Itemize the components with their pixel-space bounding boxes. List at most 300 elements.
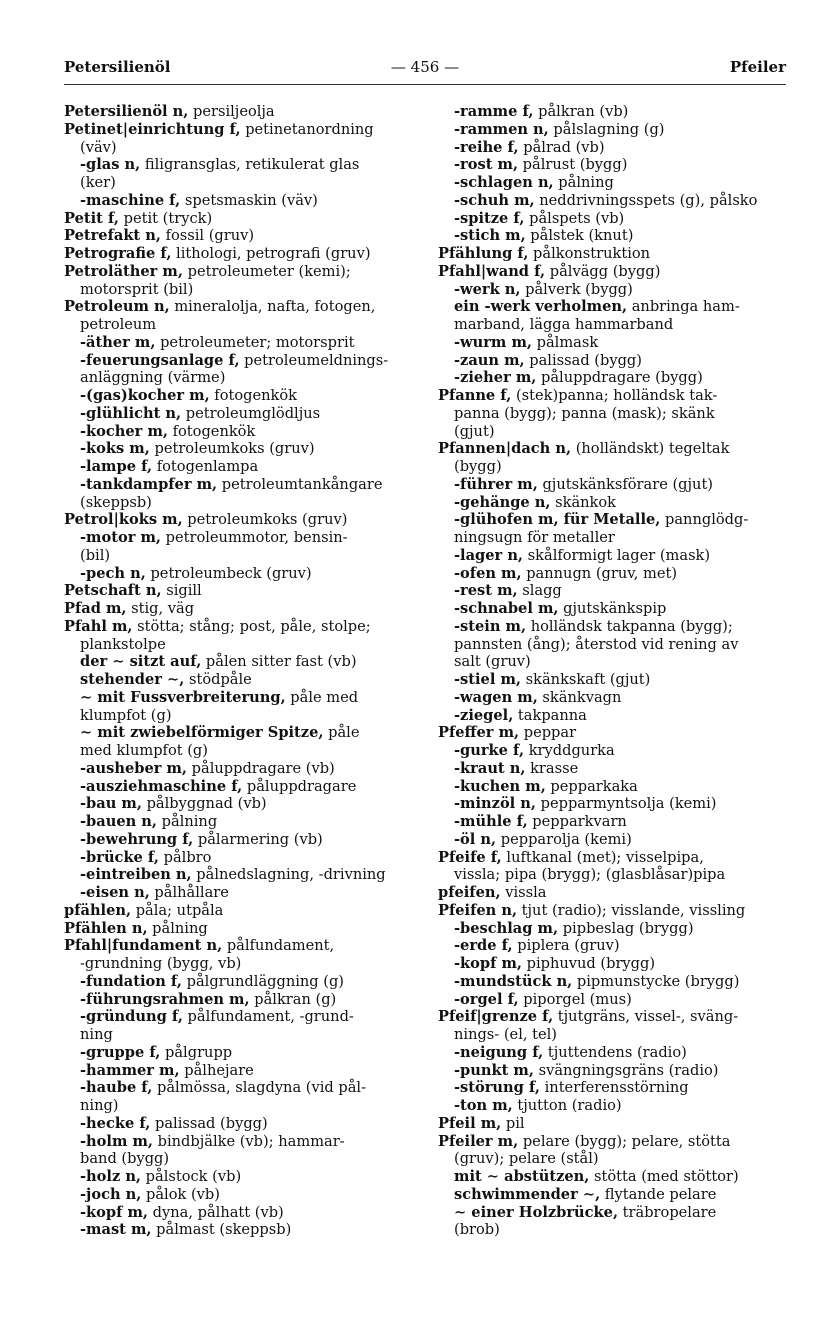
entry-term: -reihe f, [454,138,519,156]
entry-line [438,547,788,565]
entry-term: -öl n, [454,830,497,848]
entry-translation: pannglödg- [660,511,749,529]
entry-translation: (gjut) [454,422,495,440]
entry-line [64,884,414,902]
entry-line [438,849,788,867]
entry-continuation-line [64,1150,414,1168]
dictionary-entry [438,192,788,210]
entry-translation: pålrust (bygg) [518,156,628,174]
entry-continuation-line [438,1221,788,1239]
entry-line [438,245,788,263]
entry-term: -wurm m, [454,333,532,351]
entry-term: Pfahl|fundament n, [64,937,223,955]
entry-translation: kryddgurka [524,742,615,759]
entry-line [438,937,788,955]
entry-term: -ausziehmaschine f, [80,777,243,795]
dictionary-entry [64,476,414,512]
entry-translation: pålfundament, [222,937,335,955]
entry-line [64,1079,414,1097]
entry-term: -schuh m, [454,191,535,209]
dictionary-entry [64,245,414,263]
entry-translation: pålkran (g) [249,990,337,1008]
entry-translation: (skeppsb) [80,493,152,511]
dictionary-entry [64,121,414,157]
entry-line [438,156,788,174]
entry-line [64,671,414,689]
entry-line [64,192,414,210]
entry-continuation-line [64,139,414,157]
entry-term: -punkt m, [454,1061,534,1079]
entry-translation: skänkok [550,493,617,511]
dictionary-entry [64,565,414,583]
entry-term: Pfeiler m, [438,1132,519,1150]
dictionary-entry [438,1097,788,1115]
entry-continuation-line [64,742,414,760]
entry-term: Petschaft n, [64,582,162,600]
entry-translation: fotogenkök [167,422,256,440]
entry-term: -ramme f, [454,103,534,120]
entry-translation: holländsk takpanna (bygg); [526,617,733,635]
entry-continuation-line [64,281,414,299]
entry-line [438,778,788,796]
entry-line [438,760,788,778]
dictionary-entry [64,1044,414,1062]
entry-translation: panna (bygg); panna (mask); skänk [454,404,715,422]
entry-continuation-line [64,1097,414,1115]
entry-term: -zaun m, [454,351,525,369]
entry-term: Pfahl|wand f, [438,262,546,280]
entry-translation: ningsugn för metaller [454,529,615,546]
entry-translation: neddrivningsspets (g), pålsko [534,191,758,209]
entry-line [64,298,414,316]
entry-term: -kopf m, [80,1203,148,1221]
entry-term: -pech n, [80,564,146,582]
entry-continuation-line [438,316,788,334]
entry-translation: klumpfot (g) [80,706,172,724]
entry-translation: (gruv); pelare (stål) [454,1150,599,1168]
dictionary-entry [64,760,414,778]
entry-line [64,1221,414,1239]
entry-line [438,298,788,316]
entry-line [438,1186,788,1204]
entry-continuation-line [64,955,414,973]
running-header [64,58,786,80]
entry-term: -tankdampfer m, [80,475,218,493]
entry-line [64,778,414,796]
entry-line [64,618,414,636]
entry-line [438,352,788,370]
entry-term: -minzöl n, [454,795,536,813]
entry-line [64,724,414,742]
entry-line [438,920,788,938]
entry-translation: (bygg) [454,458,502,475]
entry-line [64,1115,414,1133]
entry-line [438,227,788,245]
entry-line [64,423,414,441]
entry-translation: (stek)panna; holländsk tak- [511,387,718,404]
entry-translation: palissad (bygg) [524,351,642,369]
dictionary-entry [64,263,414,299]
entry-translation: påluppdragare (bygg) [536,369,703,387]
entry-term: -rost m, [454,156,519,174]
entry-term: der ∼ sitzt auf, [80,653,202,671]
entry-line [64,582,414,600]
entry-translation: fotogenlampa [152,458,259,475]
entry-translation: pålning [147,919,208,937]
entry-line [438,1204,788,1222]
entry-translation: petit (tryck) [119,209,213,227]
entry-line [438,689,788,707]
entry-translation: palissad (bygg) [150,1114,268,1132]
dictionary-entry [64,724,414,760]
entry-translation: nings- (el, tel) [454,1026,558,1043]
entry-line [64,1204,414,1222]
dictionary-entry [438,1008,788,1044]
entry-term: Pfeif|grenze f, [438,1008,554,1026]
entry-translation: pålen sitter fast (vb) [201,653,357,671]
entry-term: -beschlag m, [454,919,559,937]
entry-continuation-line [64,707,414,725]
dictionary-entry [438,494,788,512]
entry-term: -führer m, [454,475,538,493]
entry-translation: sigill [161,582,202,600]
entry-translation: pannsten (ång); återstod vid rening av [454,635,739,653]
entry-term: -ziegel, [454,706,514,724]
entry-translation: stötta (med stöttor) [589,1168,739,1185]
dictionary-entry [64,671,414,689]
dictionary-entry [438,227,788,245]
entry-term: Petit f, [64,209,120,227]
entry-line [64,334,414,352]
entry-continuation-line [438,636,788,654]
entry-term: schwimmender ∼, [454,1185,601,1203]
entry-term: -stiel m, [454,671,521,688]
entry-translation: slagg [517,582,562,600]
header-last-headword: Pfeiler [729,58,786,76]
entry-term: Pfannen|dach n, [438,440,572,458]
entry-line [64,795,414,813]
dictionary-entry [64,405,414,423]
entry-translation: pålmast (skeppsb) [151,1221,292,1239]
dictionary-entry [438,582,788,600]
entry-line [438,121,788,139]
entry-line [438,1097,788,1115]
entry-translation: pålfundament, -grund- [182,1008,354,1026]
entry-line [438,139,788,157]
entry-term: -brücke f, [80,848,159,866]
entry-line [438,565,788,583]
entry-translation: luftkanal (met); visselpipa, [501,848,704,866]
entry-line [64,1008,414,1026]
dictionary-entry [438,1186,788,1204]
entry-continuation-line [438,405,788,423]
entry-term: -motor m, [80,529,161,546]
dictionary-entry [438,813,788,831]
entry-term: -stich m, [454,227,526,245]
entry-translation: stödpåle [184,671,252,688]
entry-line [438,973,788,991]
entry-line [64,529,414,547]
entry-translation: pålbro [158,848,212,866]
entry-translation: fotogenkök [209,387,297,404]
dictionary-entry [438,1133,788,1169]
entry-translation: filigransglas, retikulerat glas [140,156,360,174]
entry-translation: pålmask [531,333,599,351]
entry-line [438,263,788,281]
entry-term: Pfählen n, [64,919,148,937]
entry-translation: flytande pelare [600,1185,717,1203]
entry-translation: vissla [500,884,547,901]
entry-continuation-line [64,316,414,334]
dictionary-entry [438,174,788,192]
entry-term: ∼ einer Holzbrücke, [454,1203,619,1221]
entry-line [438,600,788,618]
entry-translation: pålok (vb) [141,1185,220,1203]
entry-term: Pfeife f, [438,848,502,866]
entry-translation: påle [323,724,360,742]
dictionary-entry [438,547,788,565]
entry-continuation-line [438,653,788,671]
entry-term: -eisen n, [80,884,150,901]
entry-term: -feuerungsanlage f, [80,351,240,369]
entry-continuation-line [438,1150,788,1168]
entry-line [438,742,788,760]
entry-term: Pfeil m, [438,1114,502,1132]
entry-term: -ausheber m, [80,759,188,777]
dictionary-entry [64,653,414,671]
entry-line [438,174,788,192]
entry-translation: tjut (radio); visslande, vissling [517,901,746,919]
entry-translation: tjutton (radio) [512,1097,622,1114]
dictionary-entry [64,334,414,352]
entry-line [64,458,414,476]
entry-translation: pannugn (gruv, met) [521,564,678,582]
entry-translation: (ker) [80,174,116,191]
dictionary-entry [64,991,414,1009]
entry-term: -wagen m, [454,688,538,706]
entry-term: Pfad m, [64,600,127,617]
entry-continuation-line [438,458,788,476]
entry-line [64,263,414,281]
dictionary-entry [438,707,788,725]
dictionary-entry [438,156,788,174]
entry-term: pfählen, [64,901,132,919]
entry-term: Pfeffer m, [438,724,520,742]
entry-line [64,1186,414,1204]
entry-term: -fundation f, [80,972,182,990]
dictionary-entry [64,1168,414,1186]
entry-line [438,671,788,689]
entry-term: -rest m, [454,582,518,600]
dictionary-entry [438,920,788,938]
entry-line [438,884,788,902]
header-rule [64,84,786,85]
entry-term: -glühlicht n, [80,404,182,422]
dictionary-entry [64,831,414,849]
entry-term: -glas n, [80,156,141,174]
entry-term: -äther m, [80,333,156,351]
entry-translation: pålhållare [149,884,229,901]
entry-line [438,724,788,742]
entry-translation: spetsmaskin (väv) [180,191,318,209]
entry-translation: pepparkaka [545,777,638,795]
entry-line [64,866,414,884]
entry-term: -mühle f, [454,813,528,830]
entry-line [438,991,788,1009]
dictionary-entry [438,298,788,334]
entry-translation: gjutskänksförare (gjut) [537,475,713,493]
entry-term: Petrefakt n, [64,227,161,245]
entry-translation: pil [501,1114,525,1132]
entry-continuation-line [438,529,788,547]
entry-term: -werk n, [454,280,521,298]
dictionary-entry [438,334,788,352]
entry-term: -hammer m, [80,1061,180,1079]
entry-line [438,831,788,849]
entry-translation: anläggning (värme) [80,369,226,387]
entry-term: -lager n, [454,546,524,564]
entry-term: -gruppe f, [80,1043,161,1061]
page-number: — 456 — [390,58,460,76]
entry-term: -ofen m, [454,564,522,582]
dictionary-entry [64,849,414,867]
entry-translation: pålslagning (g) [548,120,665,138]
entry-translation: peppar [519,724,577,742]
dictionary-entry [438,103,788,121]
entry-line [64,245,414,263]
entry-term: Petroläther m, [64,262,183,280]
entry-translation: träbropelare [618,1203,717,1221]
dictionary-entry [438,1079,788,1097]
entry-translation: pålgrundläggning (g) [181,972,345,990]
entry-translation: skänkskaft (gjut) [521,671,651,688]
entry-translation: petroleumkoks (gruv) [182,511,348,529]
dictionary-entry [64,813,414,831]
dictionary-entry [438,760,788,778]
entry-translation: petroleumeter; motorsprit [155,333,355,351]
entry-term: -kuchen m, [454,777,546,795]
dictionary-entry [438,1168,788,1186]
entry-continuation-line [438,1026,788,1044]
dictionary-entry [438,831,788,849]
entry-translation: pipbeslag (brygg) [558,919,694,937]
entry-line [64,937,414,955]
dictionary-entry [64,920,414,938]
entry-translation: pålkran (vb) [533,103,629,120]
dictionary-entry [64,440,414,458]
dictionary-entry [64,866,414,884]
entry-line [64,760,414,778]
entry-term: -gründung f, [80,1008,183,1026]
dictionary-entry [64,511,414,529]
entry-term: -führungsrahmen m, [80,990,250,1008]
entry-term: -bewehrung f, [80,830,194,848]
entry-line [64,902,414,920]
dictionary-entry [64,689,414,725]
dictionary-entry [64,1204,414,1222]
entry-line [64,991,414,1009]
entry-translation: pålarmering (vb) [193,830,323,848]
entry-term: -schnabel m, [454,600,559,617]
entry-term: Pfeifen n, [438,901,518,919]
dictionary-entry [64,423,414,441]
entry-translation: pålverk (bygg) [520,280,633,298]
entry-term: -joch n, [80,1185,142,1203]
dictionary-entry [64,1062,414,1080]
entry-term: -erde f, [454,937,513,955]
entry-translation: stötta; stång; post, påle, stolpe; [132,617,371,635]
dictionary-entry [438,937,788,955]
entry-translation: pålkonstruktion [528,245,651,262]
dictionary-entry [438,724,788,742]
entry-translation: skänkvagn [537,688,622,706]
dictionary-entry [438,849,788,885]
entry-translation: påla; utpåla [131,901,224,919]
dictionary-entry [64,103,414,121]
entry-line [64,156,414,174]
entry-translation: skålformigt lager (mask) [523,546,711,564]
dictionary-entry [64,387,414,405]
entry-term: -kocher m, [80,422,168,440]
entry-line [64,653,414,671]
entry-term: Petrol|koks m, [64,511,183,529]
entry-translation: pålning [157,813,218,830]
entry-line [438,1133,788,1151]
entry-line [438,511,788,529]
entry-translation: salt (gruv) [454,653,531,671]
dictionary-entry [438,778,788,796]
entry-term: -gehänge n, [454,493,551,511]
entry-line [438,281,788,299]
entry-translation: pålbyggnad (vb) [141,795,267,813]
dictionary-entry [438,955,788,973]
entry-translation: petinetanordning [240,120,374,138]
entry-term: ∼ mit Fussverbreiterung, [80,688,286,706]
entry-translation: fossil (gruv) [160,227,255,245]
entry-line [438,955,788,973]
entry-term: -stein m, [454,617,527,635]
dictionary-entry [438,689,788,707]
entry-translation: pipmunstycke (brygg) [572,972,740,990]
dictionary-entry [438,884,788,902]
entry-continuation-line [438,423,788,441]
entry-term: Petroleum n, [64,298,170,316]
entry-translation: vissla; pipa (brygg); (glasblåsar)pipa [454,866,726,884]
entry-translation: pålrad (vb) [518,138,605,156]
entry-line [64,103,414,121]
entry-line [64,600,414,618]
dictionary-entry [438,1044,788,1062]
entry-translation: gjutskänkspip [558,600,667,617]
dictionary-entry [64,778,414,796]
dictionary-entry [64,529,414,565]
entry-continuation-line [64,636,414,654]
dictionary-entry [64,227,414,245]
entry-translation: påluppdragare (vb) [187,759,335,777]
entry-translation: marband, lägga hammarband [454,316,674,333]
entry-line [64,1062,414,1080]
entry-line [438,1168,788,1186]
entry-translation: pelare (bygg); pelare, stötta [518,1132,731,1150]
dictionary-entry [438,902,788,920]
entry-translation: motorsprit (bil) [80,280,194,298]
entry-translation: petroleumbeck (gruv) [145,564,312,582]
entry-line [438,582,788,600]
entry-translation: påle med [285,688,359,706]
entry-translation: interferensstörning [539,1079,689,1097]
dictionary-entry [438,440,788,476]
entry-line [438,476,788,494]
